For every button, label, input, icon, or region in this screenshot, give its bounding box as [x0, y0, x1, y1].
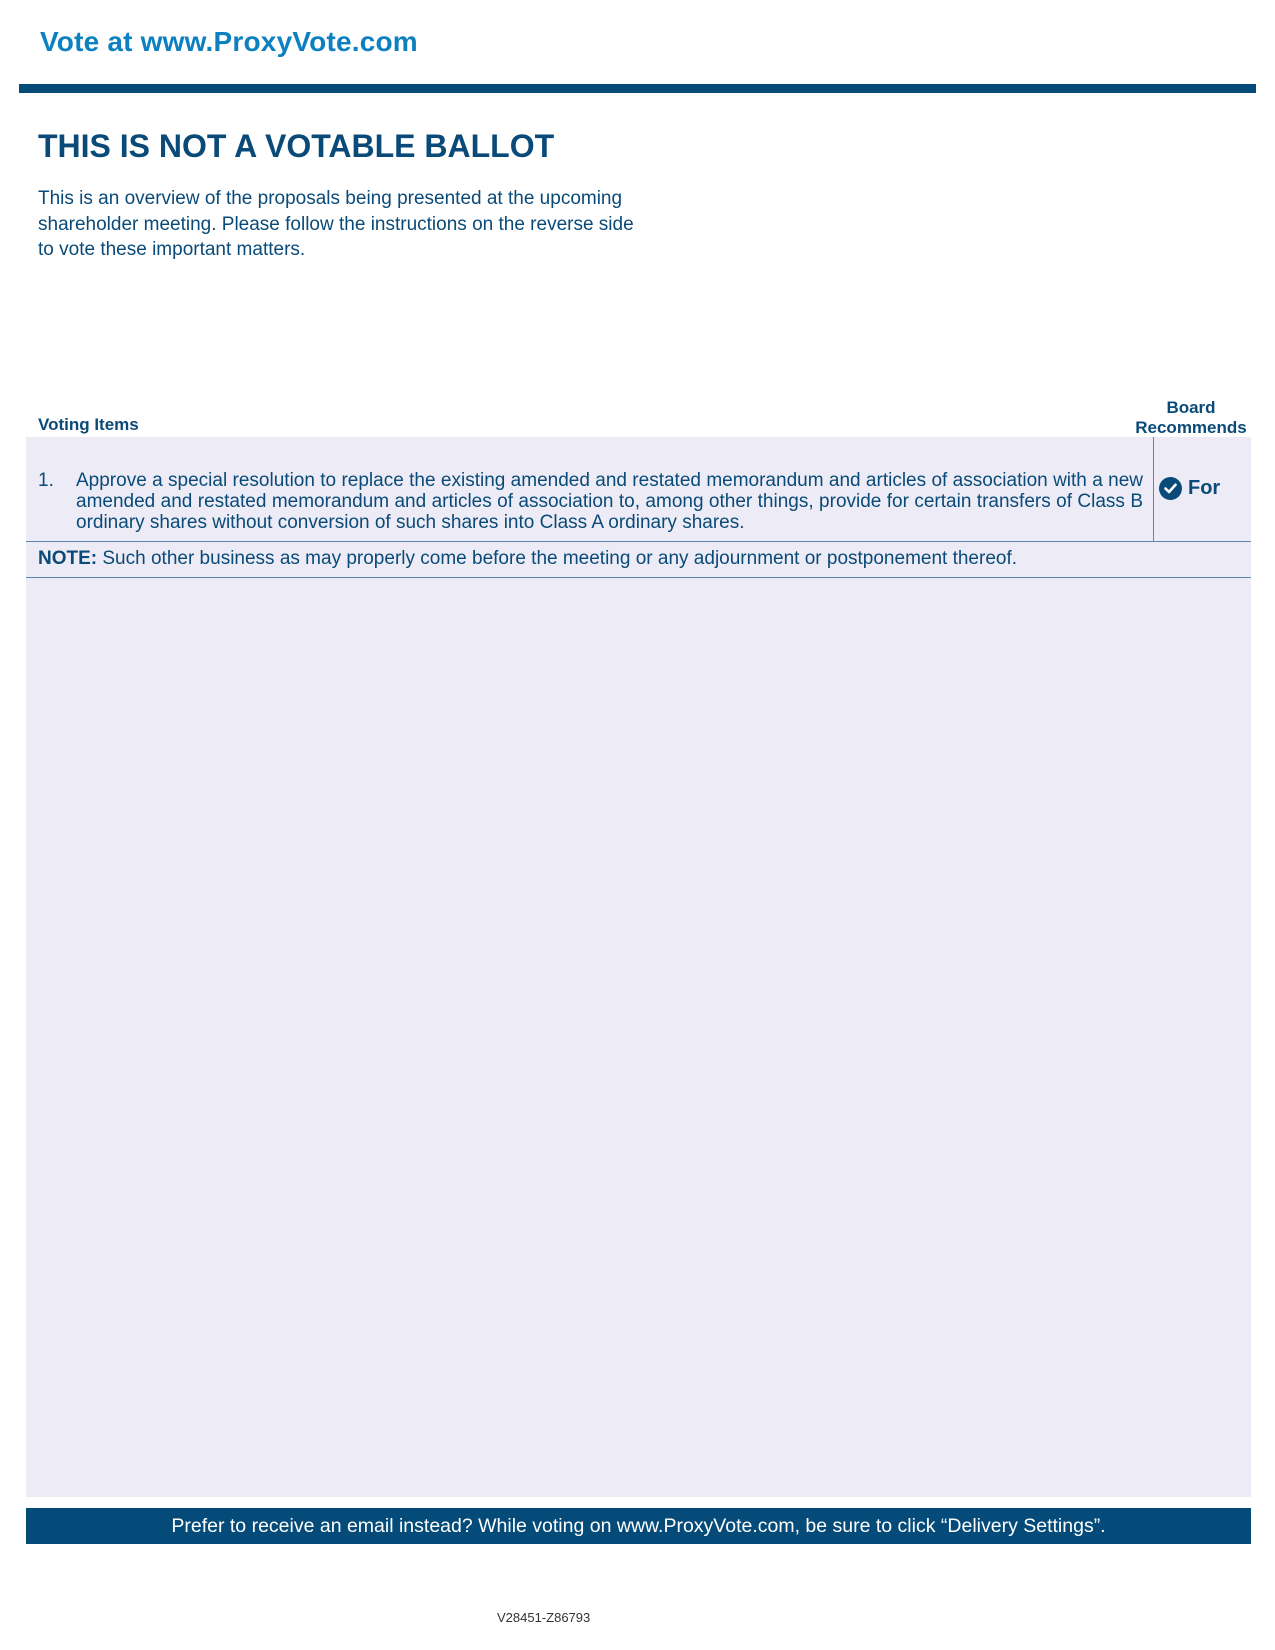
recommendation-label: For [1188, 477, 1221, 499]
note-text [38, 548, 1017, 570]
vote-link[interactable]: Vote at www.ProxyVote.com [40, 26, 418, 57]
voting-items-header: Voting Items [38, 415, 139, 434]
item-number: 1. [38, 470, 54, 491]
check-circle-icon [1159, 477, 1182, 500]
top-divider [19, 84, 1256, 93]
board-recommends-header: Board Recommends [1135, 398, 1247, 437]
voting-item-row [26, 437, 1251, 542]
note-label: NOTE: [38, 548, 98, 569]
document-id: V28451-Z86793 [497, 1610, 591, 1625]
item-text: Approve a special resolution to replace the existing amended and restated memorandum and articles of association with a new amended and restated memorandum and articles of association to, among other things, provide for certain transfers of Class B ordinary shares without conversion of such shares into Class A ordinary shares. [76, 470, 1143, 533]
column-divider [1153, 437, 1154, 541]
note-row [26, 542, 1251, 578]
footer-banner [26, 1508, 1251, 1544]
note-body: Such other business as may properly come before the meeting or any adjournment or postponement thereof. [97, 548, 1018, 569]
intro-text: This is an overview of the proposals being presented at the upcoming shareholder meeting. Please follow the instructions on the reverse side to vote these important matters. [38, 188, 634, 260]
footer-message: Prefer to receive an email instead? While voting on www.ProxyVote.com, be sure to click “Delivery Settings”. [171, 1514, 1106, 1537]
board-recommendation [1159, 477, 1220, 500]
page-title: THIS IS NOT A VOTABLE BALLOT [38, 128, 555, 164]
voting-panel [26, 437, 1251, 1497]
